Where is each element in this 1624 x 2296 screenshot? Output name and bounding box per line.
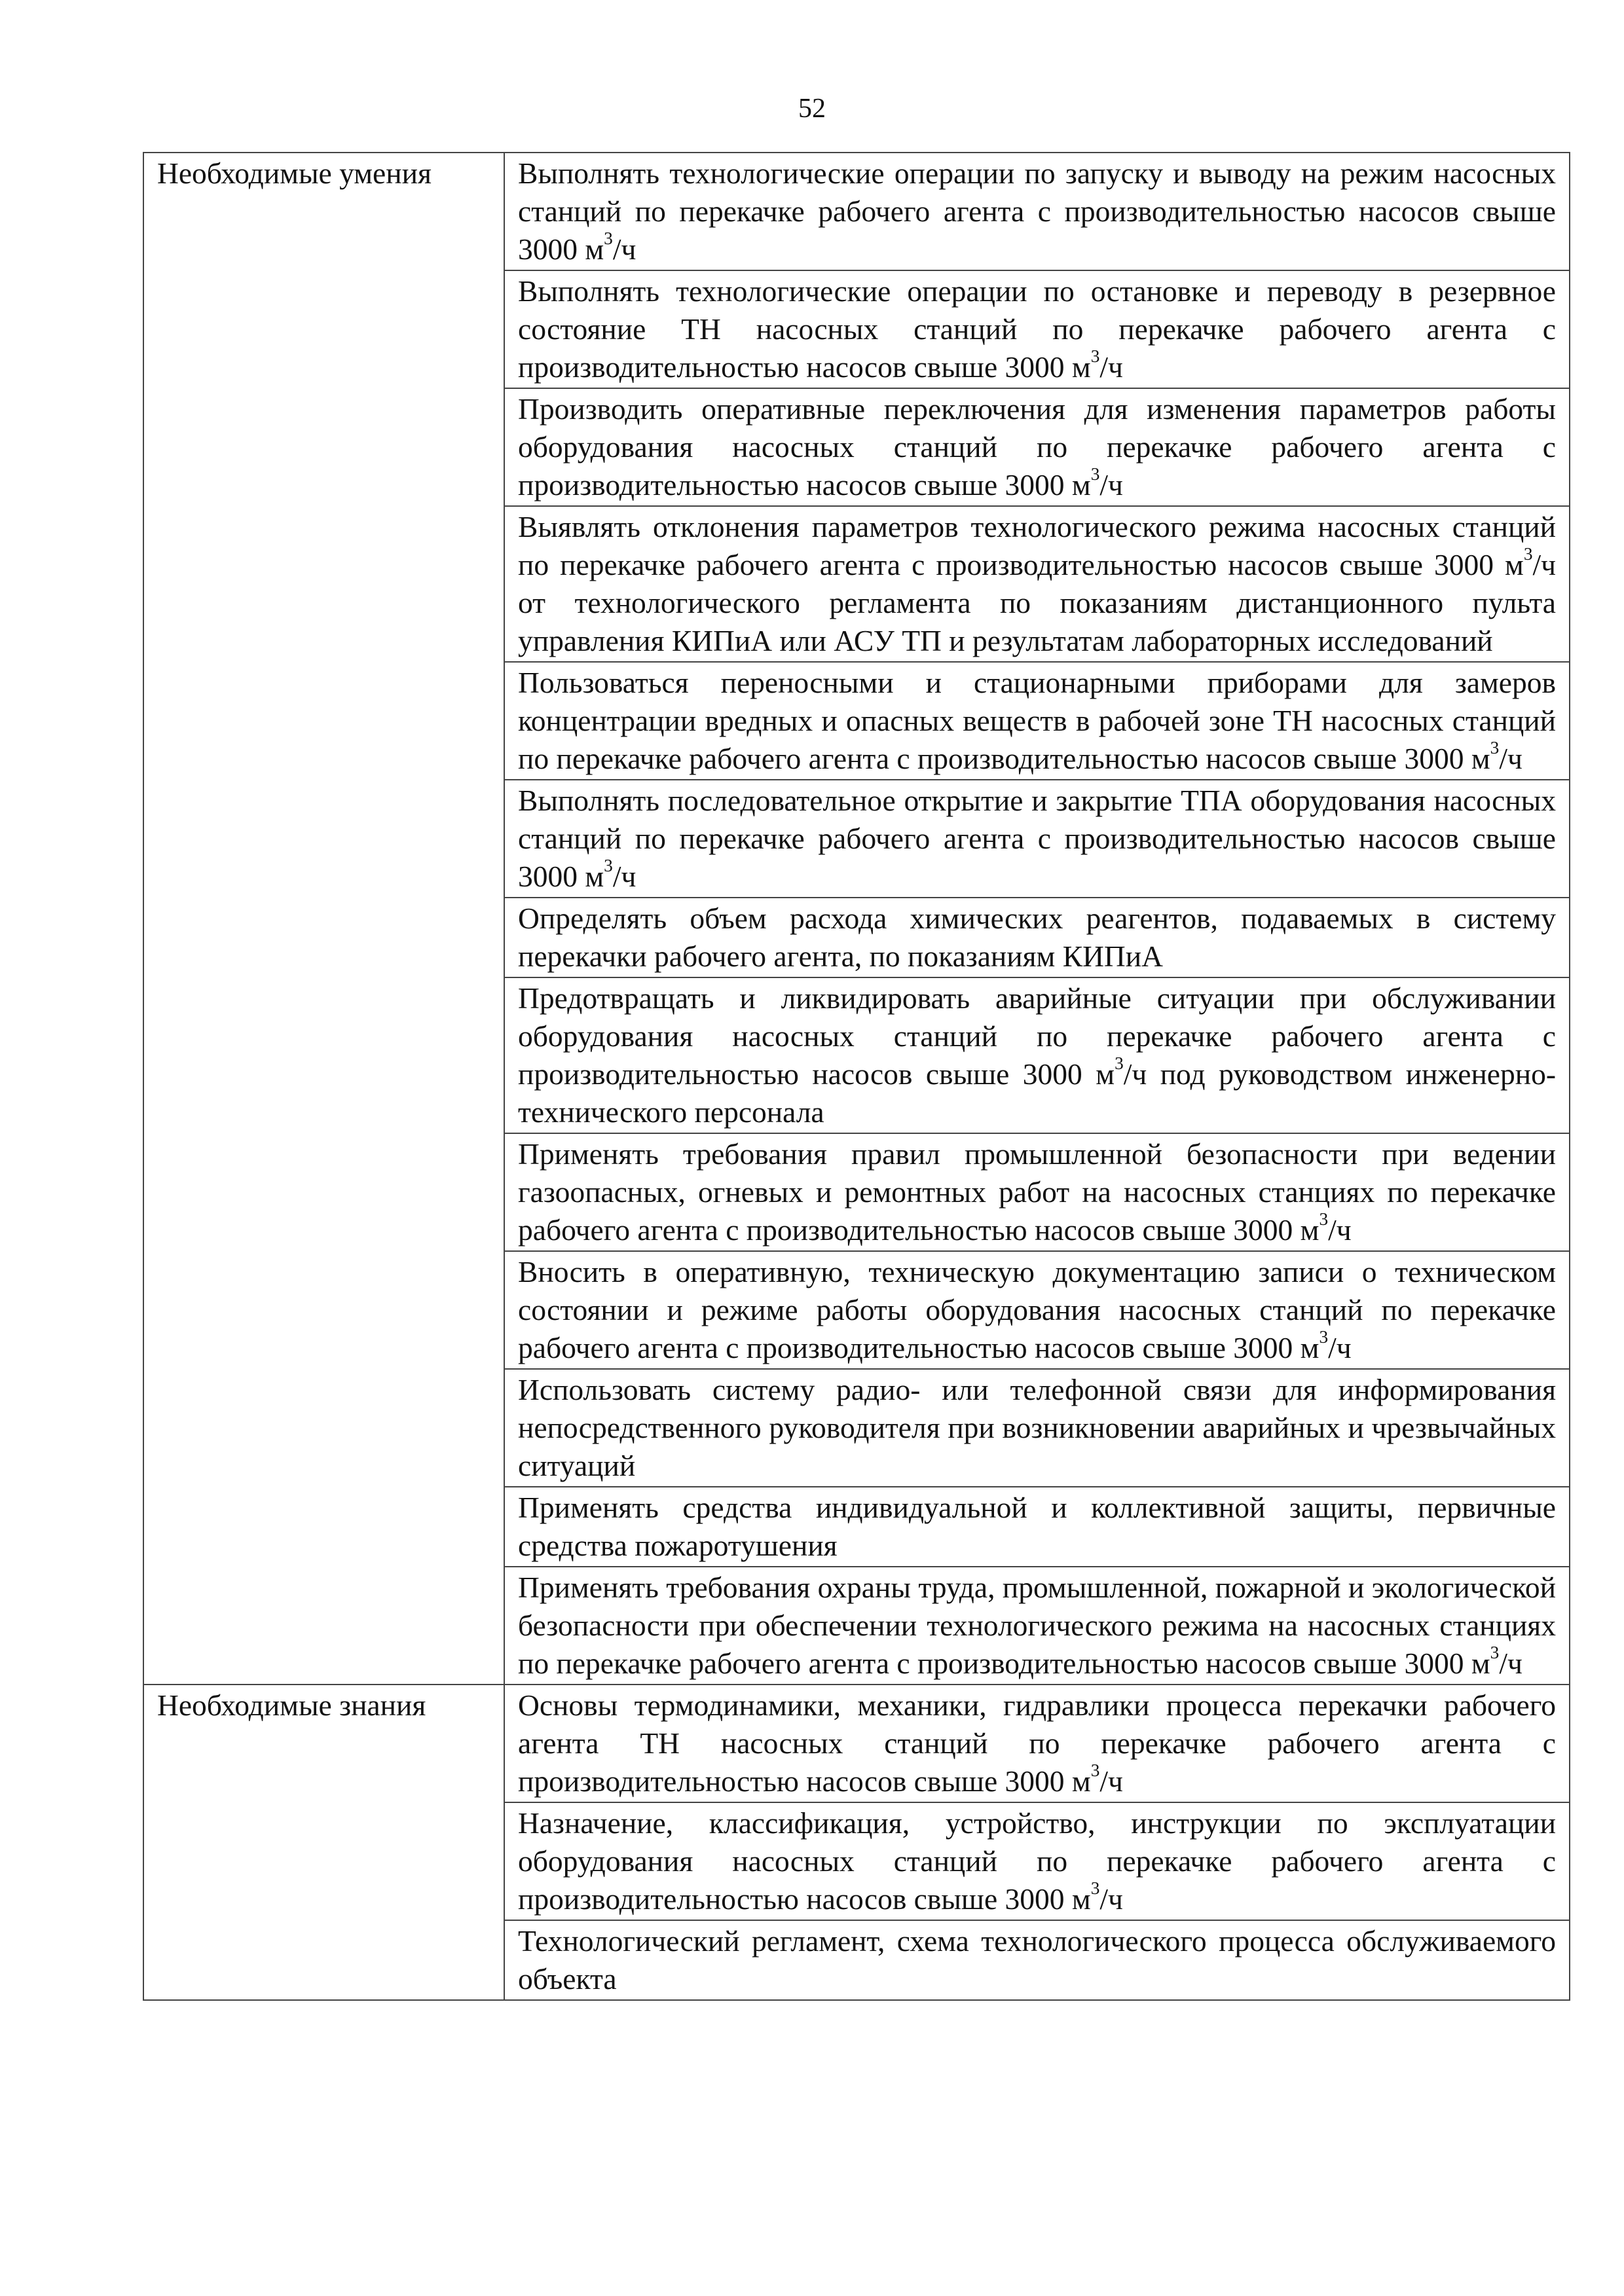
- table-row: [143, 153, 1570, 270]
- requirement-text: Вносить в оперативную, техническую документацию записи о техническом состоянии и режиме работы оборудования насосных станций по перекачке рабочего агента с производительностью насосов свыше 3000 $м^3/ч$: [504, 1251, 1570, 1369]
- requirements-table: [143, 152, 1570, 2001]
- requirements-table-body: [143, 153, 1570, 2000]
- page-number: 52: [798, 94, 826, 124]
- section-label: Необходимые умения: [143, 153, 504, 1685]
- requirement-text: Производить оперативные переключения для изменения параметров работы оборудования насосных станций по перекачке рабочего агента с производительностью насосов свыше 3000 $м^3/ч$: [504, 388, 1570, 506]
- requirement-text: Применять требования правил промышленной безопасности при ведении газоопасных, огневых и ремонтных работ на насосных станциях по перекачке рабочего агента с производительностью насосов свыше 3000 $м^3/ч$: [504, 1133, 1570, 1251]
- requirement-text: Применять требования охраны труда, промышленной, пожарной и экологической безопасности при обеспечении технологического режима на насосных станциях по перекачке рабочего агента с производительностью насосов свыше 3000 $м^3/ч$: [504, 1567, 1570, 1685]
- requirement-text: Пользоваться переносными и стационарными приборами для замеров концентрации вредных и опасных веществ в рабочей зоне ТН насосных станций по перекачке рабочего агента с производительностью насосов свыше 3000 $м^3/ч$: [504, 662, 1570, 780]
- requirement-text: Выявлять отклонения параметров технологического режима насосных станций по перекачке рабочего агента с производительностью насосов свыше 3000 $м^3/ч$ от технологического регламента по показаниям дистанционного пульта управления КИПиА или АСУ ТП и результатам лабораторных исследований: [504, 506, 1570, 662]
- requirement-text: Назначение, классификация, устройство, инструкции по эксплуатации оборудования насосных станций по перекачке рабочего агента с производительностью насосов свыше 3000 $м^3/ч$: [504, 1802, 1570, 1920]
- requirement-text: Выполнять технологические операции по запуску и выводу на режим насосных станций по перекачке рабочего агента с производительностью насосов свыше 3000 $м^3/ч$: [504, 153, 1570, 270]
- table-row: [143, 1685, 1570, 1802]
- requirement-text: Применять средства индивидуальной и коллективной защиты, первичные средства пожаротушения: [504, 1487, 1570, 1567]
- section-label: Необходимые знания: [143, 1685, 504, 2000]
- requirement-text: Выполнять технологические операции по остановке и переводу в резервное состояние ТН насосных станций по перекачке рабочего агента с производительностью насосов свыше 3000 $м^3/ч$: [504, 270, 1570, 388]
- requirement-text: Технологический регламент, схема технологического процесса обслуживаемого объекта: [504, 1920, 1570, 2000]
- requirement-text: Предотвращать и ликвидировать аварийные ситуации при обслуживании оборудования насосных станций по перекачке рабочего агента с производительностью насосов свыше 3000 $м^3/ч$ под руководством инженерно-технического персонала: [504, 977, 1570, 1133]
- requirement-text: Основы термодинамики, механики, гидравлики процесса перекачки рабочего агента ТН насосных станций по перекачке рабочего агента с производительностью насосов свыше 3000 $м^3/ч$: [504, 1685, 1570, 1802]
- requirement-text: Определять объем расхода химических реагентов, подаваемых в систему перекачки рабочего агента, по показаниям КИПиА: [504, 898, 1570, 977]
- requirement-text: Использовать систему радио- или телефонной связи для информирования непосредственного руководителя при возникновении аварийных и чрезвычайных ситуаций: [504, 1369, 1570, 1487]
- requirement-text: Выполнять последовательное открытие и закрытие ТПА оборудования насосных станций по перекачке рабочего агента с производительностью насосов свыше 3000 $м^3/ч$: [504, 780, 1570, 898]
